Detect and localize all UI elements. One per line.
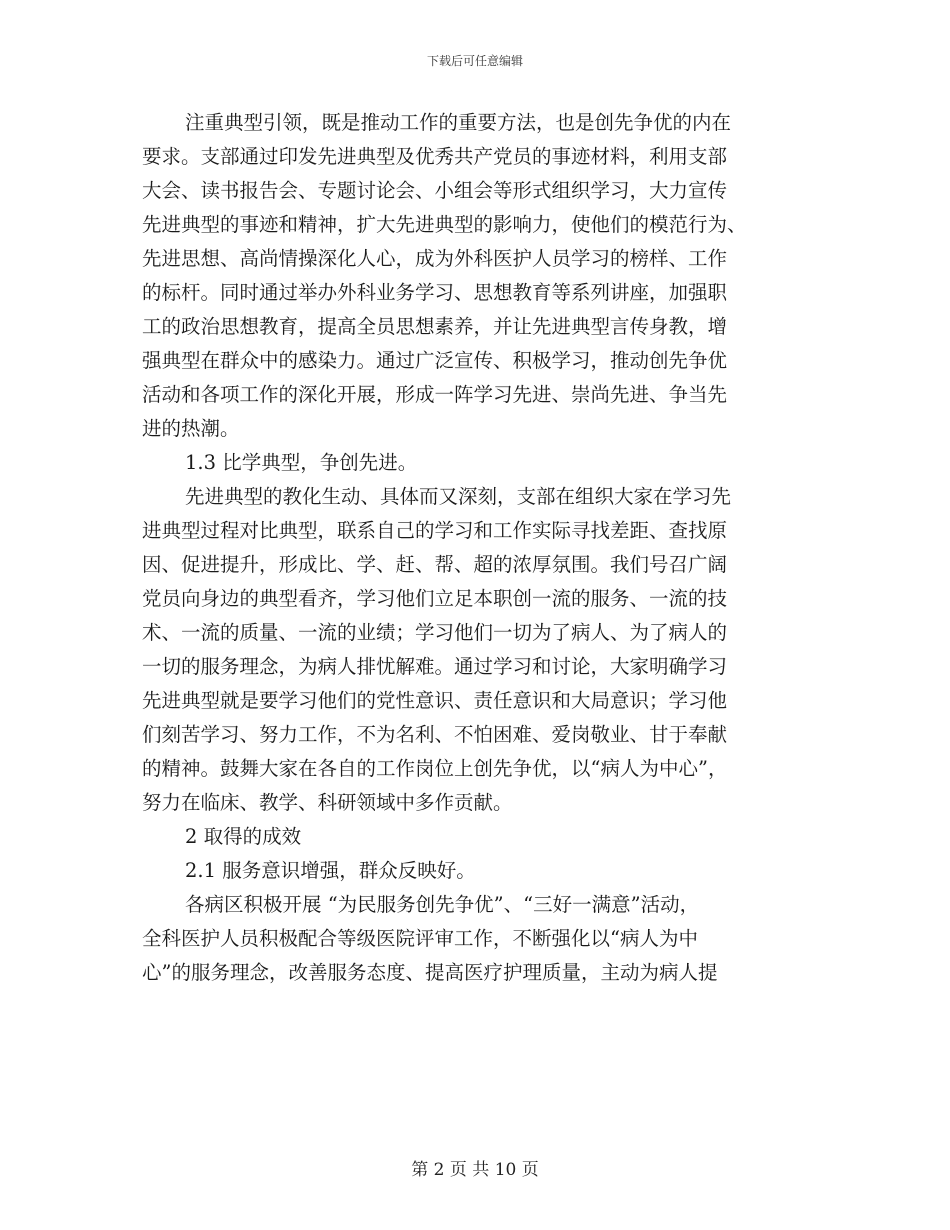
page-number: 第 2 页 共 10 页	[411, 1160, 539, 1180]
document-body	[142, 106, 808, 990]
text-line: 活动和各项工作的深化开展，形成一阵学习先进、崇尚先进、争当先	[142, 383, 728, 406]
page-header: 下载后可任意编辑	[426, 54, 523, 68]
section-heading: 2 取得的成效	[185, 825, 302, 848]
section-heading: 2.1 服务意识增强，群众反映好。	[185, 859, 476, 882]
text-line: 要求。支部通过印发先进典型及优秀共产党员的事迹材料，利用支部	[142, 145, 728, 168]
text-line: 先进典型的事迹和精神，扩大先进典型的影响力，使他们的模范行为、	[142, 213, 747, 236]
text-line: 强典型在群众中的感染力。通过广泛宣传、积极学习，推动创先争优	[142, 349, 728, 372]
text-line: 先进典型就是要学习他们的党性意识、责任意识和大局意识；学习他	[142, 689, 728, 712]
text-line: 各病区积极开展 “为民服务创先争优”、“三好一满意”活动，	[185, 893, 700, 916]
text-line: 术、一流的质量、一流的业绩；学习他们一切为了病人、为了病人的	[142, 621, 728, 644]
text-line: 的精神。鼓舞大家在各自的工作岗位上创先争优，以“病人为中心”，	[142, 757, 728, 780]
text-line: 们刻苦学习、努力工作，不为名利、不怕困难、爱岗敬业、甘于奉献	[142, 723, 728, 746]
text-line: 心”的服务理念，改善服务态度、提高医疗护理质量，主动为病人提	[142, 961, 718, 984]
text-line: 先进典型的教化生动、具体而又深刻，支部在组织大家在学习先	[185, 485, 732, 508]
section-heading: 1.3 比学典型，争创先进。	[185, 451, 418, 474]
text-line: 注重典型引领，既是推动工作的重要方法，也是创先争优的内在	[185, 111, 732, 134]
text-line: 工的政治思想教育，提高全员思想素养，并让先进典型言传身教，增	[142, 315, 728, 338]
text-line: 全科医护人员积极配合等级医院评审工作，不断强化以“病人为中	[142, 927, 698, 950]
text-line: 进典型过程对比典型，联系自己的学习和工作实际寻找差距、查找原	[142, 519, 728, 542]
text-line: 进的热潮。	[142, 417, 240, 440]
text-line: 党员向身边的典型看齐，学习他们立足本职创一流的服务、一流的技	[142, 587, 728, 610]
text-line: 先进思想、高尚情操深化人心，成为外科医护人员学习的榜样、工作	[142, 247, 728, 270]
text-line: 努力在临床、教学、科研领域中多作贡献。	[142, 791, 513, 814]
text-line: 大会、读书报告会、专题讨论会、小组会等形式组织学习，大力宣传	[142, 179, 728, 202]
text-line: 因、促进提升，形成比、学、赶、帮、超的浓厚氛围。我们号召广阔	[142, 553, 728, 576]
text-line: 的标杆。同时通过举办外科业务学习、思想教育等系列讲座，加强职	[142, 281, 728, 304]
text-line: 一切的服务理念，为病人排忧解难。通过学习和讨论，大家明确学习	[142, 655, 728, 678]
